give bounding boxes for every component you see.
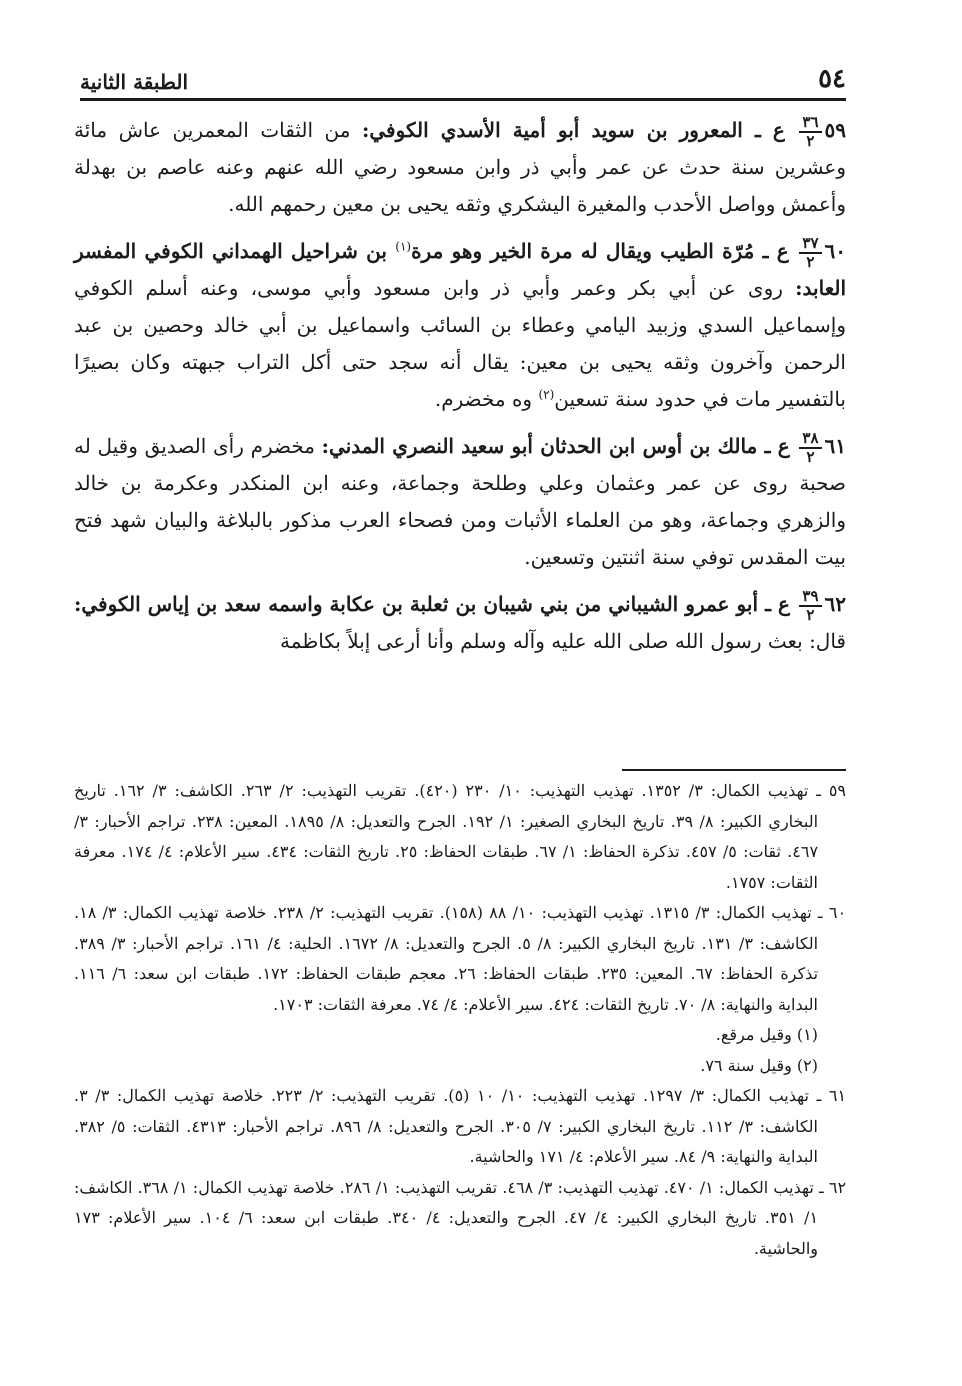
footnote-61: ٦١ ـ تهذيب الكمال: ٣/ ١٢٩٧. تهذيب التهذيب: ١٠/ ١٠ (٥). تقريب التهذيب: ٢/ ٢٢٣. خلاصة تهذيب الكمال: ٣/ ٣. الكاشف: ٣/ ١١٢. تاريخ البخاري الكبير: ٧/ ٣٠٥. الجرح والتعديل: ٨/ ٨٩٦. تراجم الأحبار: ٤٣١٣. الثقات: ٥/ ٣٨٢. البداية والنهاية: ٩/ ٨٤. سير الأعلام: ٤/ ١٧١ والحاشية. [74,1086,847,1166]
footnote-1: (١) وقيل مرقع. [715,1025,818,1044]
entry-heading: ع ـ المعرور بن سويد أبو أمية الأسدي الكوفي: [362,118,785,142]
fraction-bottom: ٢ [806,252,815,271]
fraction-bottom: ٢ [806,605,815,624]
fraction-bottom: ٢ [806,447,815,466]
footnote-2: (٢) وقيل سنة ٧٦. [700,1055,818,1075]
fraction-bottom: ٢ [806,131,815,150]
entry-heading: ع ـ أبو عمرو الشيباني من بني شيبان بن ثعلبة بن عكابة واسمه سعد بن إياس الكوفي: [74,592,790,616]
entry-body: روى عن أبي بكر وعمر وأبي ذر وابن مسعود وأبي موسى، وعنه أسلم الكوفي وإسماعيل السدي وزبيد اليامي وعطاء بن السائب واسماعيل بن أبي خالد وحصين بن عبد الرحمن وآخرون وثقه يحيى بن معين: يقال أنه سجد حتى أكل التراب جبهته وكان بصيرًا بالتفسير مات في حدود سنة تسعين [74,276,846,411]
entry-heading-cont: بن شراحيل الهمداني الكوفي المفسر العابد: [74,239,846,300]
entry-body-end: وه مخضرم. [434,387,539,411]
entry-heading: ع ـ مُرّة الطيب ويقال له مرة الخير وهو مرة [411,239,789,263]
footnotes [74,776,846,1264]
footnote-ref-2: (٢) [538,387,555,402]
entry-body: من الثقات المعمرين عاش مائة وعشرين سنة حدث عن عمر وأبي ذر وابن مسعود رضي الله عنهم وعنه عاصم بن بهدلة وأعمش وواصل الأحدب والمغيرة اليشكري وثقه يحيى بن معين رحمهم الله. [74,118,846,216]
volume-fraction [799,586,821,624]
page-header [80,54,846,101]
running-title: الطبقة الثانية [80,70,188,94]
page-number: ٥٤ [818,64,846,94]
fraction-top: ٣٩ [799,589,821,607]
footnote-59: ٥٩ ـ تهذيب الكمال: ٣/ ١٣٥٢. تهذيب التهذيب: ١٠/ ٢٣٠ (٤٢٠). تقريب التهذيب: ٢/ ٢٦٣. الكاشف: ٣/ ١٦٢. تاريخ البخاري الكبير: ٨/ ٣٩. تاريخ البخاري الصغير: ١/ ١٩٢. الجرح والتعديل: ٨/ ١٨٩٥. المعين: ٢٣٨. تراجم الأحبار: ٣/ ٤٦٧. ثقات: ٥/ ٤٥٧. تذكرة الحفاظ: ١/ ٦٧. طبقات الحفاظ: ٢٥. تاريخ الثقات: ٤٣٤. سير الأعلام: ٤/ ١٧٤. معرفة الثقات: ١٧٥٧. [74,781,847,892]
entry-number: ٦١ [824,434,847,458]
footnote-ref-1: (١) [395,239,412,254]
fraction-top: ٣٧ [799,236,821,254]
entry-number: ٥٩ [824,118,846,142]
entry-heading: ع ـ مالك بن أوس ابن الحدثان أبو سعيد النصري المدني: [321,434,790,458]
main-text [74,112,846,670]
entry-61 [74,428,846,576]
volume-fraction [799,428,821,466]
entry-body: مخضرم رأى الصديق وقيل له صحبة روى عن عمر وعثمان وعلي وطلحة وجماعة، وعنه ابن المنكدر وعكرمة بن خالد والزهري وجماعة، وهو من العلماء الأثبات ومن فصحاء العرب مذكور بالبلاغة والبيان شهد فتح بيت المقدس توفي سنة اثنتين وتسعين. [74,434,846,569]
entry-number: ٦٢ [824,592,846,616]
footnote-62: ٦٢ ـ تهذيب الكمال: ١/ ٤٧٠. تهذيب التهذيب: ٣/ ٤٦٨. تقريب التهذيب: ١/ ٢٨٦. خلاصة تهذيب الكمال: ١/ ٣٦٨. الكاشف: ١/ ٣٥١. تاريخ البخاري الكبير: ٤/ ٤٧. الجرح والتعديل: ٤/ ٣٤٠. طبقات ابن سعد: ٦/ ١٠٤. سير الأعلام: ١٧٣ والحاشية. [74,1177,847,1258]
footnote-60: ٦٠ ـ تهذيب الكمال: ٣/ ١٣١٥. تهذيب التهذيب: ١٠/ ٨٨ (١٥٨). تقريب التهذيب: ٢/ ٢٣٨. خلاصة تهذيب الكمال: ٣/ ١٨. الكاشف: ٣/ ١٣١. تاريخ البخاري الكبير: ٨/ ٥. الجرح والتعديل: ٨/ ١٦٧٢. الحلية: ٤/ ١٦١. تراجم الأحبار: ٣/ ٣٨٩. تذكرة الحفاظ: ٦٧. المعين: ٢٣٥. طبقات الحفاظ: ٢٦. معجم طبقات الحفاظ: ١٧٢. طبقات ابن سعد: ٦/ ١١٦. البداية والنهاية: ٨/ ٧٠. تاريخ الثقات: ٤٢٤. سير الأعلام: ٤/ ٧٤. معرفة الثقات: ١٧٠٣. [74,903,847,1014]
entry-number: ٦٠ [824,239,846,263]
volume-fraction [799,112,821,150]
entry-60 [74,233,846,418]
fraction-top: ٣٦ [799,115,821,133]
volume-fraction [799,233,821,271]
entry-62 [74,586,846,660]
footnote-separator [622,769,846,771]
entry-59 [74,112,846,223]
fraction-top: ٣٨ [799,431,821,449]
entry-body: قال: بعث رسول الله صلى الله عليه وآله وسلم وأنا أرعى إبلاً بكاظمة [280,629,846,653]
